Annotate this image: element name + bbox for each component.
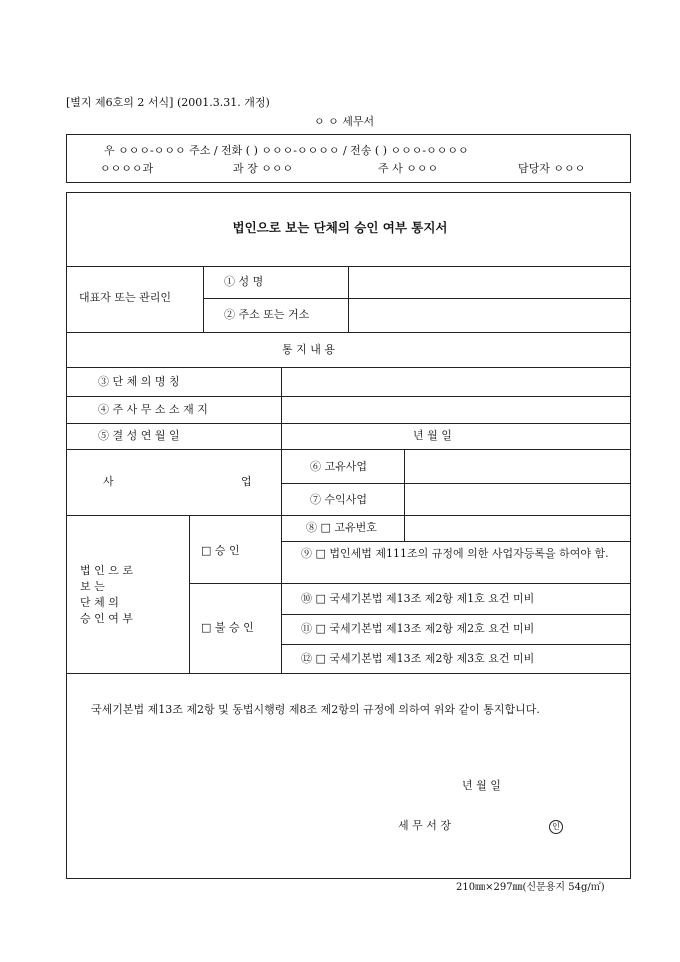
reason-1-checkbox[interactable]: ⑩ □ 국세기본법 제13조 제2항 제1호 요건 미비 xyxy=(301,592,535,605)
form-title: 법인으로 보는 단체의 승인 여부 통지서 xyxy=(232,220,448,235)
office-location-field[interactable] xyxy=(282,397,630,422)
own-business-field[interactable] xyxy=(405,450,630,482)
notice-content-label: 통 지 내 용 xyxy=(282,343,335,356)
address-label: ② 주소 또는 거소 xyxy=(224,308,310,321)
address-line: 우 ㅇㅇㅇ-ㅇㅇㅇ 주소 / 전화 ( ) ㅇㅇㅇ-ㅇㅇㅇㅇ / 전송 ( ) ㅇㅇㅇ-ㅇㅇㅇㅇ xyxy=(104,144,469,157)
approval-side-label-3: 단 체 의 xyxy=(80,596,119,609)
signer-title: 세 무 서 장 xyxy=(398,819,451,832)
department: ㅇㅇㅇㅇ과 xyxy=(100,162,154,175)
approval-side-label-1: 법 인 으 로 xyxy=(80,564,133,577)
business-label-left: 사 xyxy=(103,475,114,488)
approval-side-label-4: 승 인 여 부 xyxy=(80,612,133,625)
reason-3-checkbox[interactable]: ⑫ □ 국세기본법 제13조 제2항 제3호 요건 미비 xyxy=(301,652,535,665)
section-chief: 과 장 ㅇㅇㅇ xyxy=(233,162,294,175)
seal-mark xyxy=(549,819,563,834)
office-location-label: ④ 주 사 무 소 소 재 지 xyxy=(98,403,208,416)
notice-statement: 국세기본법 제13조 제2항 및 동법시행령 제8조 제2항의 규정에 의하여 위와 같이 통지합니다. xyxy=(91,703,540,716)
profit-business-label: ⑦ 수익사업 xyxy=(310,493,368,506)
group-name-label: ③ 단 체 의 명 칭 xyxy=(98,375,180,388)
form-reference: [별지 제6호의 2 서식] (2001.3.31. 개정) xyxy=(66,96,270,109)
unique-number-checkbox[interactable]: ⑧ □ 고유번호 xyxy=(306,521,377,534)
business-label-right: 업 xyxy=(241,475,252,488)
issue-date: 년 월 일 xyxy=(462,779,501,792)
group-name-field[interactable] xyxy=(282,368,630,395)
approval-side-label-2: 보 는 xyxy=(80,580,105,593)
registration-checkbox[interactable]: ⑨ □ 법인세법 제111조의 규정에 의한 사업자등록을 하여야 함. xyxy=(301,547,609,560)
officer: 주 사 ㅇㅇㅇ xyxy=(378,162,439,175)
founding-date-value: 년 월 일 xyxy=(413,429,452,442)
representative-label: 대표자 또는 관리인 xyxy=(79,291,172,304)
seal-label: 인 xyxy=(549,820,563,834)
tax-office-name: ㅇ ㅇ 세무서 xyxy=(314,115,375,128)
paper-spec: 210㎜×297㎜(신문용지 54g/㎡) xyxy=(456,882,605,893)
name-label: ① 성 명 xyxy=(224,275,264,288)
manager: 담당자 ㅇㅇㅇ xyxy=(518,162,586,175)
reason-2-checkbox[interactable]: ⑪ □ 국세기본법 제13조 제2항 제2호 요건 미비 xyxy=(301,622,535,635)
own-business-label: ⑥ 고유사업 xyxy=(310,460,368,473)
profit-business-field[interactable] xyxy=(405,484,630,514)
approve-checkbox[interactable]: □ 승 인 xyxy=(201,544,240,557)
disapprove-checkbox[interactable]: □ 불 승 인 xyxy=(201,621,254,634)
address-value-field[interactable] xyxy=(349,299,630,331)
name-value-field[interactable] xyxy=(349,267,630,298)
founding-date-label: ⑤ 결 성 연 월 일 xyxy=(98,429,180,442)
